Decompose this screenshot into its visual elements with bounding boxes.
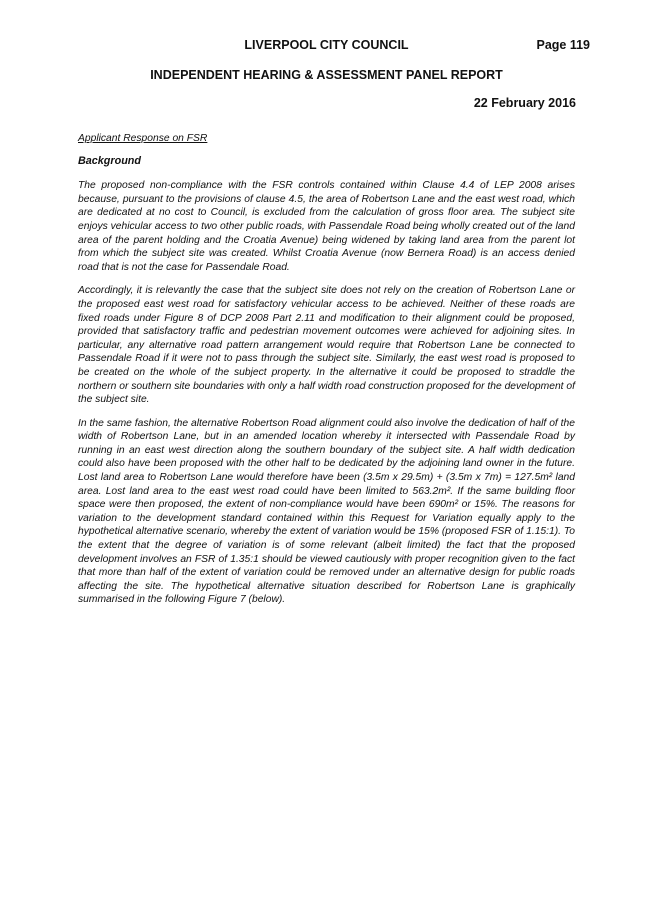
subheading: Applicant Response on FSR	[78, 133, 208, 144]
paragraph-1: The proposed non-compliance with the FSR controls contained within Clause 4.4 of LEP 2008 arises because, pursuant to the provisions of clause 4.5, the area of Robertson Lane and the east west road, which are dedicated at no cost to Council, is excluded from the calculation of gross floor area. The subject site enjoys vehicular access to two other public roads, with Passendale Road being wholly created out of the land area of the parent holding and the Croatia Avenue) being widened by taking land area from the parent lot from which the subject site was created. Whilst Croatia Avenue (now Bernera Road) is an access denied road that is not the case for Passendale Road.	[78, 180, 575, 273]
report-title: INDEPENDENT HEARING & ASSESSMENT PANEL REPORT	[150, 68, 503, 82]
council-name: LIVERPOOL CITY COUNCIL	[244, 38, 409, 52]
report-date: 22 February 2016	[473, 96, 576, 110]
section-title: Background	[78, 154, 141, 167]
page-number: Page 119	[536, 38, 590, 52]
paragraph-3: In the same fashion, the alternative Robertson Road alignment could also involve the dedication of half of the width of Robertson Lane, but in an amended location whereby it intersected with Passendale Road by running in an east west direction along the southern boundary of the subject site. A half width dedication could also have been proposed with the other half to be dedicated by the adjoining land owner in the future. Lost land area to Robertson Lane would therefore have been (3.5m x 29.5m) + (3.5m x 7m) = 127.5m² land area. Lost land area to the east west road could have been limited to 563.2m². If the same building floor space were then proposed, the extent of non-compliance would have been 690m² or 15%. The reasons for variation to the development standard contained within this Request for Variation equally apply to the hypothetical alternative scenario, whereby the extent of variation would be 15% (proposed FSR of 1.15:1). To the extent that the degree of variation is of some relevant (albeit limited) the fact that the proposed development involves an FSR of 1.35:1 should be viewed cautiously with proper recognition given to the fact that more than half of the extent of variation could be removed under an alternative design for public roads affecting the site. The hypothetical alternative situation described for Robertson Lane is graphically summarised in the following Figure 7 (below).	[78, 417, 575, 606]
report-body	[78, 132, 575, 617]
paragraph-2: Accordingly, it is relevantly the case that the subject site does not rely on the creation of Robertson Lane or the proposed east west road for satisfactory vehicular access to be achieved. Neither of these roads are fixed roads under Figure 8 of DCP 2008 Part 2.11 and modification to their alignment could be proposed, provided that satisfactory traffic and pedestrian movement outcomes were achieved for adjoining sites. In particular, any alternative road pattern arrangement would require that Robertson Lane be connected to Passendale Road if it were not to pass through the subject site. Similarly, the east west road is proposed to be created on the whole of the subject property. In the alternative it could be proposed to straddle the northern or southern site boundaries with only a half width road construction proposed for the development of the subject site.	[78, 285, 575, 406]
